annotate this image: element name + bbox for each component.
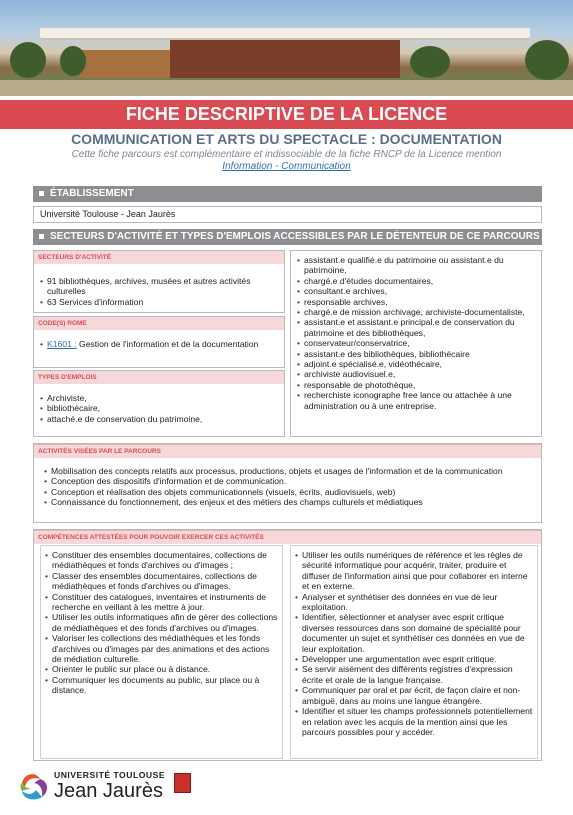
competences-left-box [40, 545, 283, 759]
list-item: • Se servir aisément des différents registres d'expression écrite et orale de la langue française. [295, 664, 533, 685]
list-item: • chargé.e d'études documentaires, [297, 276, 535, 286]
competences-right-box [290, 545, 538, 759]
list-item: • Constituer des catalogues, inventaires et instruments de recherche en veillant à les mettre à jour. [45, 592, 279, 613]
banner-roof [40, 28, 530, 38]
types-emplois-list [40, 393, 276, 424]
list-item: • Conception des dispositifs d'information et de communication. [44, 476, 534, 486]
banner-tree [60, 46, 86, 76]
types-emplois-box [33, 370, 285, 437]
list-item: • archiviste audiovisuel.e, [297, 369, 535, 379]
list-item [40, 339, 276, 349]
seal-icon [174, 773, 191, 793]
logo-line2: Jean Jaurès [54, 780, 163, 802]
list-item: • Utiliser les outils informatiques afin de gérer des collections de médiathèques et des fonds d'archives ou d'images. [45, 612, 279, 633]
list-item: • Constituer des ensembles documentaires, collections de médiathèques et fonds d'archives ou d'images ; [45, 550, 279, 571]
list-item: • responsable de photothèque, [297, 380, 535, 390]
list-item: • Utiliser les outils numériques de référence et les règles de sécurité informatique pour acquérir, traiter, produire et diffuser de l'information ainsi que pour collaborer en interne et en externe. [295, 550, 533, 592]
list-item: • Conception et réalisation des objets communicationnels (visuels, écrits, audiovisuels, web) [44, 487, 534, 497]
secteurs-header-label: SECTEURS D'ACTIVITÉ ET TYPES D'EMPLOIS ACCESSIBLES PAR LE DÉTENTEUR DE CE PARCOURS [50, 231, 540, 242]
list-item: • Classer des ensembles documentaires, collections de médiathèques et fonds d'archives ou d'images. [45, 571, 279, 592]
code-rome-label: CODE(S) ROME [34, 317, 284, 330]
etablissement-header-label: ÉTABLISSEMENT [50, 188, 134, 199]
secteurs-activite-box [33, 250, 285, 313]
types-emplois-continued-list [297, 255, 535, 411]
page-title: FICHE DESCRIPTIVE DE LA LICENCE [0, 100, 573, 129]
list-item: • Identifier, sélectionner et analyser avec esprit critique diverses ressources dans son domaine de spécialité pour documenter un sujet et synthétiser ces données en vue de leur exploitation. [295, 612, 533, 654]
etablissement-header [33, 186, 542, 202]
code-rome-list [40, 339, 276, 349]
list-item: • Valoriser les collections des médiathèques et les fonds d'archives ou d'images par des animations et des actions de médiation culturelle. [45, 633, 279, 664]
competences-left-list [45, 550, 279, 696]
banner-tree [525, 40, 569, 80]
list-item: • assistant.e des bibliothèques, bibliothécaire [297, 349, 535, 359]
list-item: • 91 bibliothèques, archives, musées et autres activités culturelles [40, 276, 276, 297]
university-logo-icon [18, 769, 52, 801]
logo-line1: UNIVERSITÉ TOULOUSE [54, 770, 166, 780]
list-item: • recherchiste iconographe free lance ou attachée à une administration ou à une entreprise. [297, 390, 535, 411]
mention-link[interactable]: Information - Communication [222, 161, 351, 172]
list-item: • adjoint.e spécialisé.e, vidéothécaire, [297, 359, 535, 369]
intro-note: Cette fiche parcours est complémentaire et indissociable de la fiche RNCP de la Licence mention [71, 149, 502, 160]
rome-code-text: Gestion de l'information et de la documentation [79, 339, 259, 349]
rome-code-link[interactable]: K1601 : [47, 339, 77, 349]
list-item: • responsable archives, [297, 297, 535, 307]
etablissement-value: Université Toulouse - Jean Jaurès [33, 206, 542, 223]
banner-tree [410, 46, 450, 78]
list-item: • Orienter le public sur place ou à distance. [45, 664, 279, 674]
page-subtitle: COMMUNICATION ET ARTS DU SPECTACLE : DOCUMENTATION [71, 131, 502, 147]
list-item: • assistant.e et assistant.e principal.e de conservation du patrimoine et des bibliothèques, [297, 317, 535, 338]
list-item: • conservateur/conservatrice, [297, 338, 535, 348]
list-item: • assistant.e qualifié.e du patrimoine ou assistant.e du patrimoine, [297, 255, 535, 276]
types-emplois-label: TYPES D'EMPLOIS [34, 371, 284, 384]
secteurs-header [33, 229, 542, 245]
list-item: • Connaissance du fonctionnement, des enjeux et des métiers des champs culturels et médiatiques [44, 497, 534, 507]
list-item: • Identifier et situer les champs professionnels potentiellement en relation avec les acquis de la mention ainsi que les parcours possibles pour y accéder. [295, 706, 533, 737]
secteurs-activite-list [40, 276, 276, 307]
competences-label: COMPÉTENCES ATTESTÉES POUR POUVOIR EXERCER CES ACTIVITÉS [34, 530, 541, 544]
list-item: • Analyser et synthétiser des données en vue de leur exploitation. [295, 592, 533, 613]
banner-ground [0, 80, 573, 96]
types-emplois-continued-box [290, 250, 542, 437]
list-item: • consultant.e archives, [297, 286, 535, 296]
list-item: • Mobilisation des concepts relatifs aux processus, productions, objets et usages de l'information et de la communication [44, 466, 534, 476]
list-item: • chargé.e de mission archivage, archiviste-documentaliste, [297, 307, 535, 317]
list-item: • Communiquer les documents au public, sur place ou à distance. [45, 675, 279, 696]
square-bullet-icon [39, 191, 44, 196]
list-item: • 63 Services d'information [40, 297, 276, 307]
list-item: • attaché.e de conservation du patrimoine, [40, 414, 276, 424]
campus-banner-image [0, 0, 573, 96]
code-rome-box [33, 316, 285, 368]
activites-box [33, 443, 542, 523]
competences-right-list [295, 550, 533, 737]
activites-list [44, 466, 534, 508]
list-item: • Communiquer par oral et par écrit, de façon claire et non-ambiguë, dans au moins une langue étrangère. [295, 685, 533, 706]
university-logo [18, 767, 218, 807]
banner-tree [10, 42, 46, 78]
secteurs-activite-label: SECTEURS D'ACTIVITÉ [34, 251, 284, 264]
list-item: • bibliothécaire, [40, 403, 276, 413]
activites-label: ACTIVITÉS VISÉES PAR LE PARCOURS [34, 444, 541, 458]
list-item: • Développer une argumentation avec esprit critique. [295, 654, 533, 664]
square-bullet-icon [39, 234, 44, 239]
list-item: • Archiviste, [40, 393, 276, 403]
banner-building [170, 40, 400, 78]
